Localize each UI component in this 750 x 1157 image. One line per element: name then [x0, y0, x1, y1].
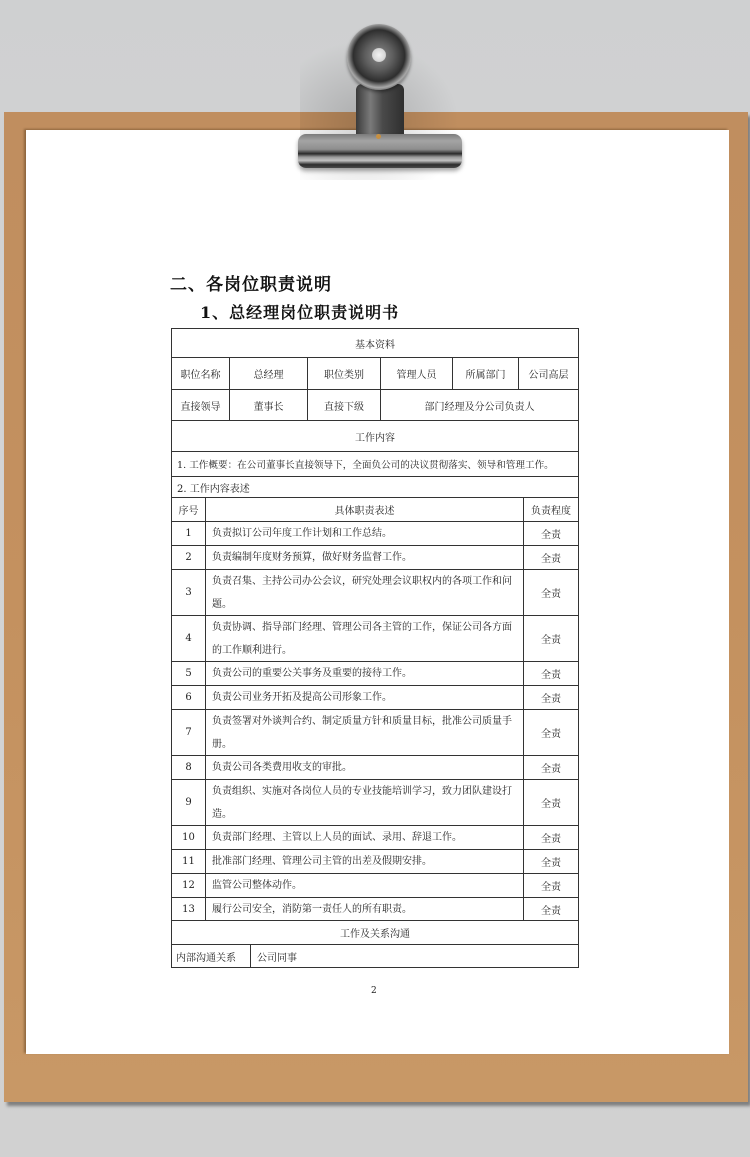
duty-text: 负责公司各类费用收支的审批。	[205, 756, 523, 779]
duty-level: 全责	[523, 546, 578, 569]
communication-header-row	[172, 920, 578, 944]
duty-level: 全责	[523, 710, 578, 755]
direct-subordinate-label: 直接下级	[307, 390, 380, 420]
basic-info-row-1	[172, 357, 578, 389]
binder-clip-icon	[298, 134, 462, 168]
duty-text: 负责拟订公司年度工作计划和工作总结。	[205, 522, 523, 545]
binder-clip-hole	[372, 48, 386, 62]
duty-text: 负责协调、指导部门经理、管理公司各主管的工作，保证公司各方面的工作顺利进行。	[205, 616, 523, 661]
duty-no: 7	[185, 727, 192, 738]
duty-level: 全责	[523, 756, 578, 779]
direct-subordinate-value: 部门经理及分公司负责人	[380, 390, 578, 420]
duty-row	[172, 569, 578, 615]
duty-text: 负责签署对外谈判合约、制定质量方针和质量目标，批准公司质量手册。	[205, 710, 523, 755]
work-description-label: 2. 工作内容表述	[177, 483, 250, 495]
work-summary: 1. 工作概要：在公司董事长直接领导下，全面负公司的决议贯彻落实、领导和管理工作。	[177, 460, 554, 471]
duty-no: 10	[182, 832, 195, 843]
duty-level: 全责	[523, 850, 578, 873]
section-title: 二、各岗位职责说明	[170, 275, 332, 295]
duty-text: 负责部门经理、主管以上人员的面试、录用、辞退工作。	[205, 826, 523, 849]
page-number: 2	[371, 986, 377, 996]
duty-row	[172, 521, 578, 545]
duty-text: 监管公司整体动作。	[205, 874, 523, 897]
department-label: 所属部门	[452, 358, 518, 389]
duty-no: 3	[185, 587, 192, 598]
duty-row	[172, 685, 578, 709]
duty-no: 11	[182, 856, 195, 867]
internal-communication-label: 内部沟通关系	[176, 952, 236, 964]
duty-level: 全责	[523, 662, 578, 685]
position-name-label: 职位名称	[180, 370, 221, 381]
duty-row	[172, 755, 578, 779]
duty-row	[172, 825, 578, 849]
duty-level: 全责	[523, 616, 578, 661]
duty-no: 6	[185, 692, 192, 703]
duty-text: 负责公司业务开拓及提高公司形象工作。	[205, 686, 523, 709]
duty-row	[172, 873, 578, 897]
communication-header: 工作及关系沟通	[340, 929, 410, 940]
index-column-header: 序号	[178, 506, 199, 517]
job-description-table	[171, 328, 579, 968]
internal-communication-row	[172, 944, 578, 967]
clip-rivet	[376, 134, 381, 139]
department-value: 公司高层	[518, 358, 578, 389]
basic-info-header: 基本资料	[355, 339, 395, 351]
duty-row	[172, 661, 578, 685]
responsibility-column-header: 负责程度	[523, 498, 578, 521]
duty-row	[172, 615, 578, 661]
duty-no: 8	[185, 762, 192, 773]
subsection-title: 1、总经理岗位职责说明书	[200, 303, 400, 322]
basic-info-header-row	[172, 329, 578, 357]
duty-level: 全责	[523, 898, 578, 920]
duty-level: 全责	[523, 826, 578, 849]
position-category-label: 职位类别	[307, 358, 380, 389]
duty-text: 履行公司安全，消防第一责任人的所有职责。	[205, 898, 523, 920]
duty-level: 全责	[523, 780, 578, 825]
duty-no: 9	[185, 797, 192, 808]
work-content-header: 工作内容	[355, 432, 395, 444]
duty-text: 批准部门经理、管理公司主管的出差及假期安排。	[205, 850, 523, 873]
duty-columns-row	[172, 497, 578, 521]
duty-row	[172, 849, 578, 873]
work-content-header-row	[172, 420, 578, 451]
direct-leader-value: 董事长	[229, 390, 307, 420]
duty-text: 负责组织、实施对各岗位人员的专业技能培训学习，致力团队建设打造。	[205, 780, 523, 825]
duty-row	[172, 545, 578, 569]
duty-level: 全责	[523, 874, 578, 897]
duty-no: 5	[185, 668, 192, 679]
duty-row	[172, 897, 578, 920]
basic-info-row-2	[172, 389, 578, 420]
duty-row	[172, 779, 578, 825]
duty-no: 13	[182, 903, 195, 915]
duty-no: 4	[185, 633, 192, 644]
binder-clip-neck	[356, 84, 404, 140]
duty-no: 12	[182, 880, 195, 891]
work-summary-row	[172, 451, 578, 476]
duty-no: 2	[185, 552, 192, 563]
position-name-value: 总经理	[229, 358, 307, 389]
direct-leader-label: 直接领导	[180, 401, 221, 413]
internal-communication-value: 公司同事	[250, 945, 578, 967]
duty-level: 全责	[523, 570, 578, 615]
duty-level: 全责	[523, 522, 578, 545]
duty-row	[172, 709, 578, 755]
duty-no: 1	[185, 528, 192, 539]
work-description-row	[172, 476, 578, 497]
duty-text: 负责编制年度财务预算，做好财务监督工作。	[205, 546, 523, 569]
duty-text: 负责召集、主持公司办公会议，研究处理会议职权内的各项工作和问题。	[205, 570, 523, 615]
description-column-header: 具体职责表述	[205, 498, 523, 521]
duty-text: 负责公司的重要公关事务及重要的接待工作。	[205, 662, 523, 685]
position-category-value: 管理人员	[380, 358, 452, 389]
duty-level: 全责	[523, 686, 578, 709]
